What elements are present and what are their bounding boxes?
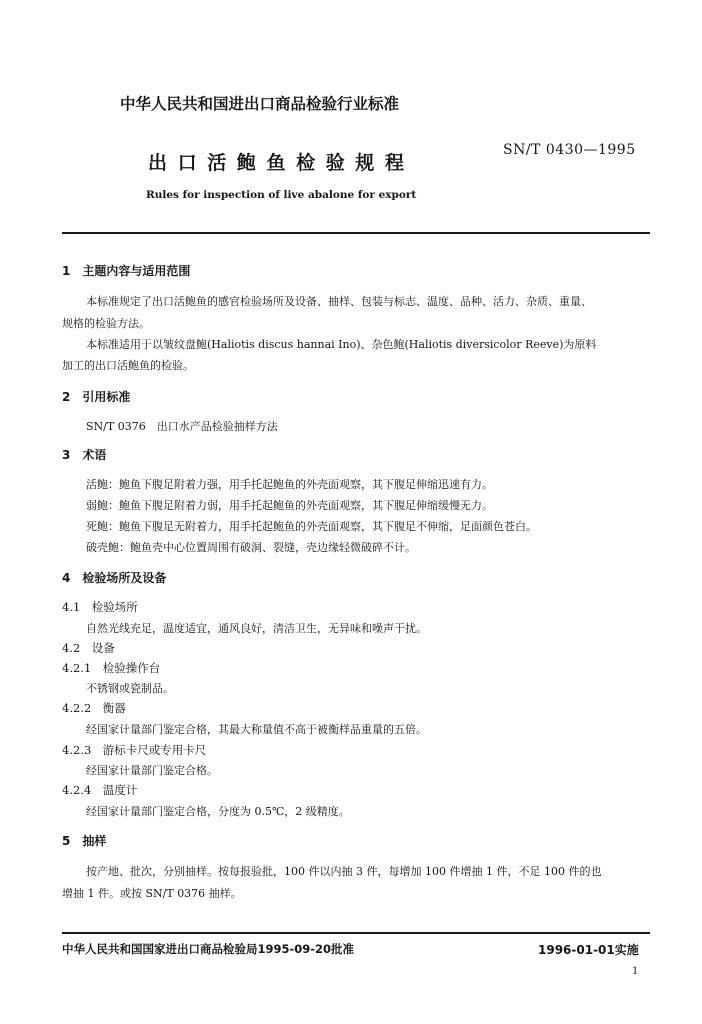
header-divider: [62, 232, 650, 234]
implementation-date: 1996-01-01实施: [538, 943, 639, 957]
section-1-heading: 1 主题内容与适用范围: [62, 264, 191, 278]
term-live-abalone: 活鲍：鲍鱼下腹足附着力强，用手托起鲍鱼的外壳面观察，其下腹足伸缩迅速有力。: [86, 478, 493, 491]
section-1-paragraph-cont: 规格的检验方法。: [62, 317, 150, 330]
issuing-organization: 中华人民共和国进出口商品检验行业标准: [120, 95, 400, 113]
subsection-4-2-4-heading: 4.2.4 温度计: [62, 783, 138, 797]
subsection-4-1-heading: 4.1 检验场所: [62, 600, 138, 614]
footer-divider: [62, 932, 650, 934]
subsection-4-2-4-text: 经国家计量部门鉴定合格，分度为 0.5℃，2 级精度。: [86, 805, 350, 818]
subsection-4-2-3-text: 经国家计量部门鉴定合格。: [86, 764, 218, 777]
approval-statement: 中华人民共和国国家进出口商品检验局1995-09-20批准: [62, 942, 355, 956]
referenced-standard: SN/T 0376 出口水产品检验抽样方法: [86, 420, 278, 433]
section-4-heading: 4 检验场所及设备: [62, 571, 167, 585]
english-title: Rules for inspection of live abalone for export: [146, 189, 417, 201]
document-title: 出 口 活 鲍 鱼 检 验 规 程: [148, 152, 406, 174]
subsection-4-1-text: 自然光线充足，温度适宜，通风良好，清洁卫生，无异味和噪声干扰。: [86, 622, 427, 635]
term-broken-shell-abalone: 破壳鲍：鲍鱼壳中心位置周围有破洞、裂缝，壳边缘轻微破碎不计。: [86, 541, 416, 554]
section-1-paragraph-2: 本标准适用于以皱纹盘鲍(Haliotis discus hannai Ino)、杂色鲍(Haliotis diversicolor Reeve)为原料: [86, 338, 597, 351]
page-number: 1: [632, 966, 639, 977]
subsection-4-2-2-text: 经国家计量部门鉴定合格，其最大称量值不高于被衡样品重量的五倍。: [86, 723, 427, 736]
section-5-paragraph: 按产地、批次，分别抽样。按每报验批，100 件以内抽 3 件，每增加 100 件增抽 1 件，不足 100 件的也: [86, 865, 602, 878]
subsection-4-2-heading: 4.2 设备: [62, 641, 115, 655]
section-5-heading: 5 抽样: [62, 834, 107, 848]
term-weak-abalone: 弱鲍：鲍鱼下腹足附着力弱，用手托起鲍鱼的外壳面观察，其下腹足伸缩缓慢无力。: [86, 499, 493, 512]
section-1-paragraph-2-cont: 加工的出口活鲍鱼的检验。: [62, 359, 194, 372]
subsection-4-2-2-heading: 4.2.2 衡器: [62, 701, 126, 715]
subsection-4-2-3-heading: 4.2.3 游标卡尺或专用卡尺: [62, 743, 207, 757]
section-5-paragraph-cont: 增抽 1 件。或按 SN/T 0376 抽样。: [62, 887, 242, 900]
section-3-heading: 3 术语: [62, 448, 107, 462]
standard-code: SN/T 0430—1995: [503, 142, 636, 158]
term-dead-abalone: 死鲍：鲍鱼下腹足无附着力，用手托起鲍鱼的外壳面观察，其下腹足不伸缩，足面颜色苍白。: [86, 520, 537, 533]
subsection-4-2-1-text: 不锈钢或瓷制品。: [86, 682, 174, 695]
subsection-4-2-1-heading: 4.2.1 检验操作台: [62, 661, 161, 675]
section-2-heading: 2 引用标准: [62, 390, 131, 404]
section-1-paragraph: 本标准规定了出口活鲍鱼的感官检验场所及设备、抽样、包装与标志、温度、品种、活力、杂质、重量、: [86, 295, 592, 308]
